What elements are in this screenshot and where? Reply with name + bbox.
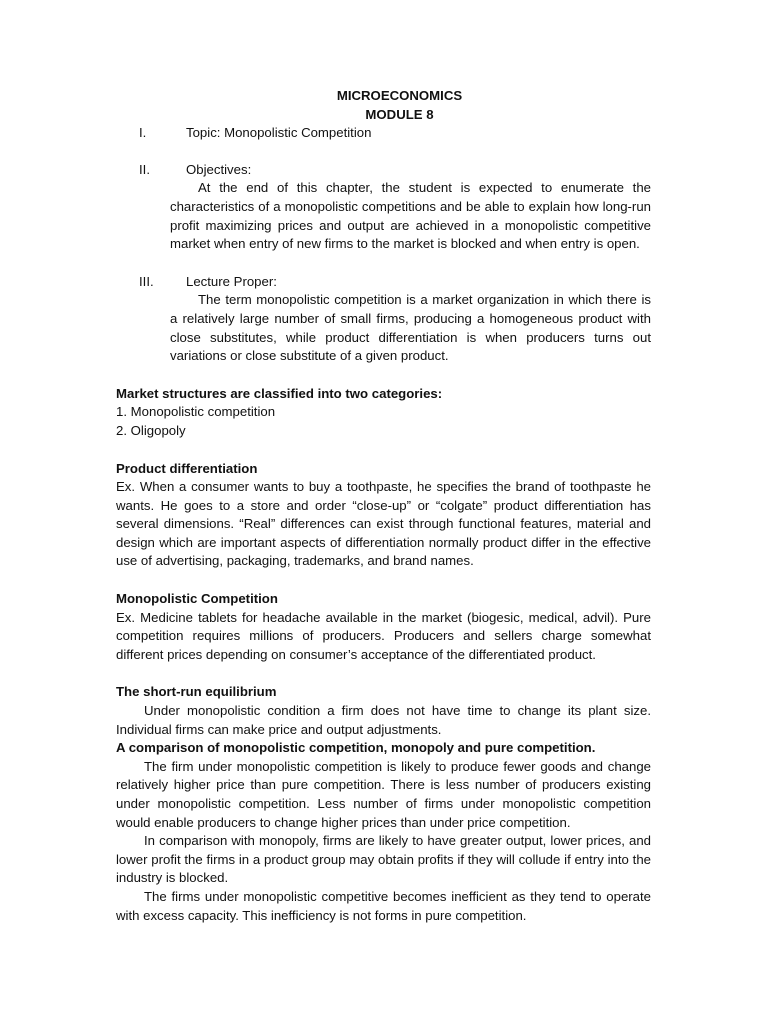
section-topic-text: Topic: Monopolistic Competition [186, 125, 372, 141]
document-body [116, 87, 651, 925]
section-number: III. [139, 273, 154, 289]
module-title: MODULE 8 [365, 106, 434, 122]
section-number: II. [139, 161, 150, 177]
product-differentiation-heading: Product differentiation [116, 460, 258, 476]
section-objectives [116, 161, 651, 180]
comparison-paragraph: The firm under monopolistic competition is likely to produce fewer goods and change relatively higher price than pure competition. There is less number of producers existing under monopolistic competition. Less number of firms under monopolistic competition would enable producers to change higher prices than under price competition. [116, 758, 651, 830]
monopolistic-competition-heading: Monopolistic Competition [116, 591, 278, 607]
comparison-heading: A comparison of monopolistic competition, monopoly and pure competition. [116, 740, 596, 756]
comparison-paragraph: In comparison with monopoly, firms are likely to have greater output, lower prices, and lower profit the firms in a product group may obtain profits if they will collude if entry into the industry is blocked. [116, 833, 651, 886]
comparison-paragraph: The firms under monopolistic competitive becomes inefficient as they tend to operate with excess capacity. This inefficiency is not forms in pure competition. [116, 888, 651, 923]
product-differentiation-paragraph: Ex. When a consumer wants to buy a toothpaste, he specifies the brand of toothpaste he wants. He goes to a store and order “close-up” or “colgate” product differentiation has several dimensions. “Real” differences can exist through functional features, material and design which are important aspects of differentiation normally product differ in the effective use of advertising, packaging, trademarks, and brand names. [116, 479, 651, 569]
section-topic [116, 124, 651, 143]
short-run-heading: The short-run equilibrium [116, 684, 277, 700]
lecture-paragraph: The term monopolistic competition is a market organization in which there is a relatively large number of small firms, producing a homogeneous product with close substitutes, while product differentiation is when producers turns out variations or close substitute of a given product. [170, 292, 651, 364]
section-lecture [116, 273, 651, 292]
doc-title: MICROECONOMICS [336, 88, 463, 103]
section-heading: Objectives: [186, 161, 252, 177]
section-number: I. [139, 125, 147, 141]
short-run-paragraph: Under monopolistic condition a firm does not have time to change its plant size. Individual firms can make price and output adjustments. [116, 703, 651, 737]
list-item: 2. Oligopoly [116, 422, 186, 438]
list-item: 1. Monopolistic competition [116, 404, 276, 420]
section-heading: Lecture Proper: [186, 273, 277, 289]
monopolistic-competition-paragraph: Ex. Medicine tablets for headache available in the market (biogesic, medical, advil). Pure competition requires millions of producers. Producers and sellers charge somewhat different prices depending on consumer’s acceptance of the differentiated product. [116, 609, 651, 662]
objectives-paragraph: At the end of this chapter, the student is expected to enumerate the characteristics of a monopolistic competitions and be able to explain how long-run profit maximizing prices and output are achieved in a monopolistic competitive market when entry of new firms to the market is blocked and when entry is open. [170, 180, 651, 252]
market-heading: Market structures are classified into two categories: [116, 385, 443, 401]
